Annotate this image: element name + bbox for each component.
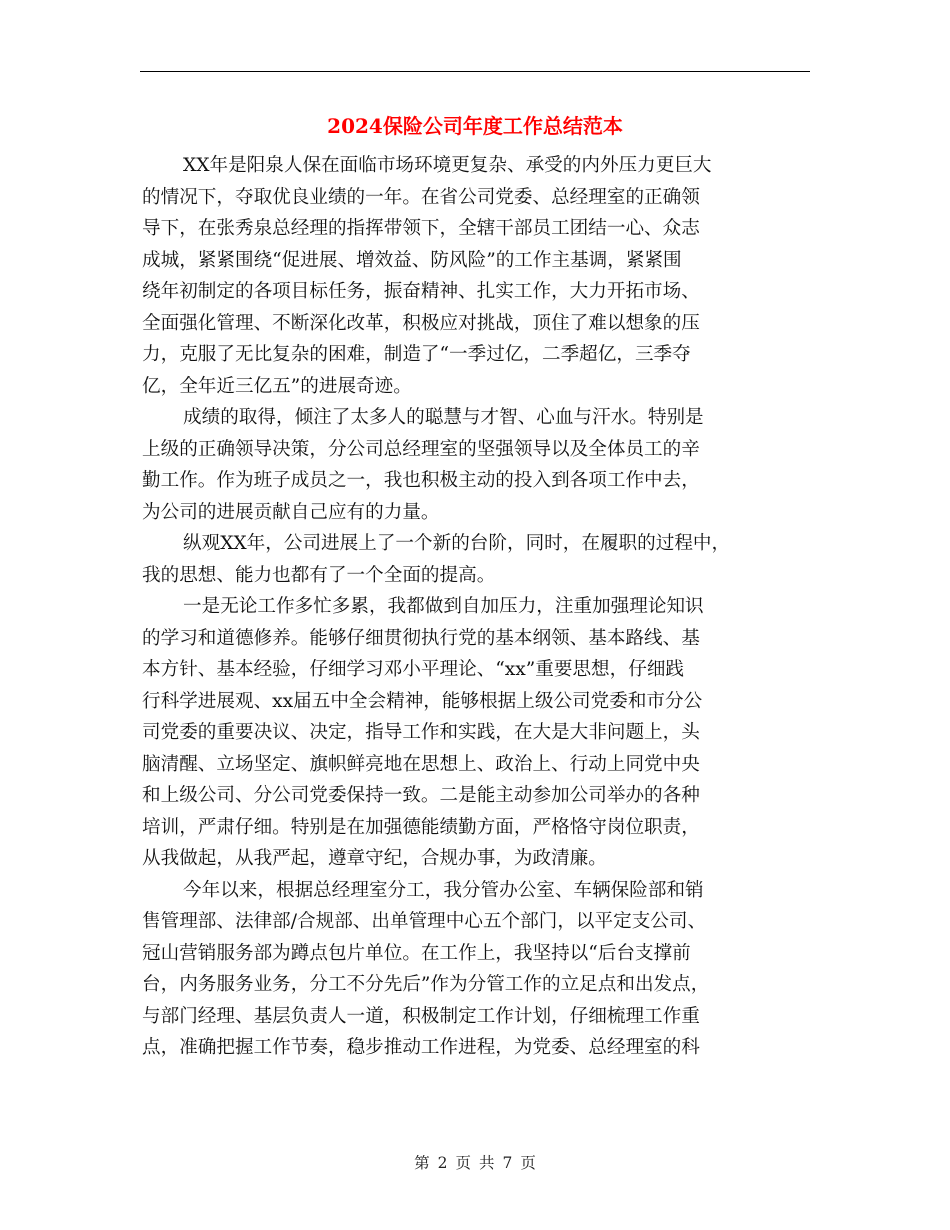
text-line: 行科学进展观、xx届五中全会精神，能够根据上级公司党委和市分公 bbox=[142, 690, 703, 712]
paragraph bbox=[142, 402, 810, 528]
text-line: 售管理部、法律部/合规部、出单管理中心五个部门，以平定支公司、 bbox=[142, 911, 707, 932]
text-line: 绕年初制定的各项目标任务，振奋精神、扎实工作，大力开拓市场、 bbox=[142, 281, 700, 302]
text-line: 我的思想、能力也都有了一个全面的提高。 bbox=[142, 564, 496, 586]
footer-label-page: 第 bbox=[414, 1154, 430, 1172]
text-line: 与部门经理、基层负责人一道，积极制定工作计划，仔细梳理工作重 bbox=[142, 1005, 700, 1027]
text-line: 全面强化管理、不断深化改革，积极应对挑战，顶住了难以想象的压 bbox=[142, 312, 700, 334]
text-line: 和上级公司、分公司党委保持一致。二是能主动参加公司举办的各种 bbox=[142, 785, 700, 806]
text-line: 今年以来，根据总经理室分工，我分管办公室、车辆保险部和销 bbox=[183, 879, 704, 901]
text-line: 成绩的取得，倾注了太多人的聪慧与才智、心血与汗水。特别是 bbox=[183, 407, 704, 428]
current-page-number: 2 bbox=[437, 1154, 448, 1172]
footer-label-page-unit: 页 bbox=[455, 1154, 471, 1172]
text-line: 司党委的重要决议、决定，指导工作和实践，在大是大非问题上，头 bbox=[142, 722, 700, 743]
footer-label-total-unit: 页 bbox=[520, 1154, 536, 1172]
text-line: 为公司的进展贡献自己应有的力量。 bbox=[142, 501, 440, 523]
text-line: 的学习和道德修养。能够仔细贯彻执行党的基本纲领、基本路线、基 bbox=[142, 627, 700, 649]
text-line: 点，准确把握工作节奏，稳步推动工作进程，为党委、总经理室的科 bbox=[142, 1037, 700, 1058]
footer-label-total: 共 bbox=[479, 1154, 495, 1172]
text-line: XX年是阳泉人保在面临市场环境更复杂、承受的内外压力更巨大 bbox=[183, 155, 712, 176]
paragraph bbox=[142, 150, 810, 402]
page-footer bbox=[0, 1152, 950, 1174]
text-line: 纵观XX年，公司进展上了一个新的台阶，同时，在履职的过程中， bbox=[183, 533, 731, 554]
paragraph bbox=[142, 528, 810, 591]
text-line: 成城，紧紧围绕“促进展、增效益、防风险”的工作主基调，紧紧围 bbox=[142, 249, 682, 271]
document-body bbox=[142, 150, 810, 1064]
paragraph bbox=[142, 591, 810, 875]
text-line: 本方针、基本经验，仔细学习邓小平理论、“xx”重要思想，仔细践 bbox=[142, 659, 685, 680]
text-line: 上级的正确领导决策，分公司总经理室的坚强领导以及全体员工的辛 bbox=[142, 438, 700, 460]
text-line: 导下，在张秀泉总经理的指挥带领下，全辖干部员工团结一心、众志 bbox=[142, 218, 700, 239]
text-line: 冠山营销服务部为蹲点包片单位。在工作上，我坚持以“后台支撑前 bbox=[142, 942, 691, 964]
text-line: 台，内务服务业务，分工不分先后”作为分管工作的立足点和出发点， bbox=[142, 974, 710, 995]
text-line: 从我做起，从我严起，遵章守纪，合规办事，为政清廉。 bbox=[142, 848, 607, 869]
text-line: 脑清醒、立场坚定、旗帜鲜亮地在思想上、政治上、行动上同党中央 bbox=[142, 753, 700, 775]
text-line: 勤工作。作为班子成员之一，我也积极主动的投入到各项工作中去， bbox=[142, 470, 700, 491]
text-line: 的情况下，夺取优良业绩的一年。在省公司党委、总经理室的正确领 bbox=[142, 186, 700, 208]
total-pages-number: 7 bbox=[502, 1154, 513, 1172]
text-line: 一是无论工作多忙多累，我都做到自加压力，注重加强理论知识 bbox=[183, 596, 704, 617]
text-line: 培训，严肃仔细。特别是在加强德能绩勤方面，严格恪守岗位职责， bbox=[142, 816, 700, 838]
text-line: 亿，全年近三亿五”的进展奇迹。 bbox=[142, 375, 412, 397]
text-line: 力，克服了无比复杂的困难，制造了“一季过亿，二季超亿，三季夺 bbox=[142, 344, 691, 365]
document-title: 2024保险公司年度工作总结范本 bbox=[327, 114, 623, 138]
header-rule bbox=[140, 71, 810, 72]
paragraph bbox=[142, 875, 810, 1064]
